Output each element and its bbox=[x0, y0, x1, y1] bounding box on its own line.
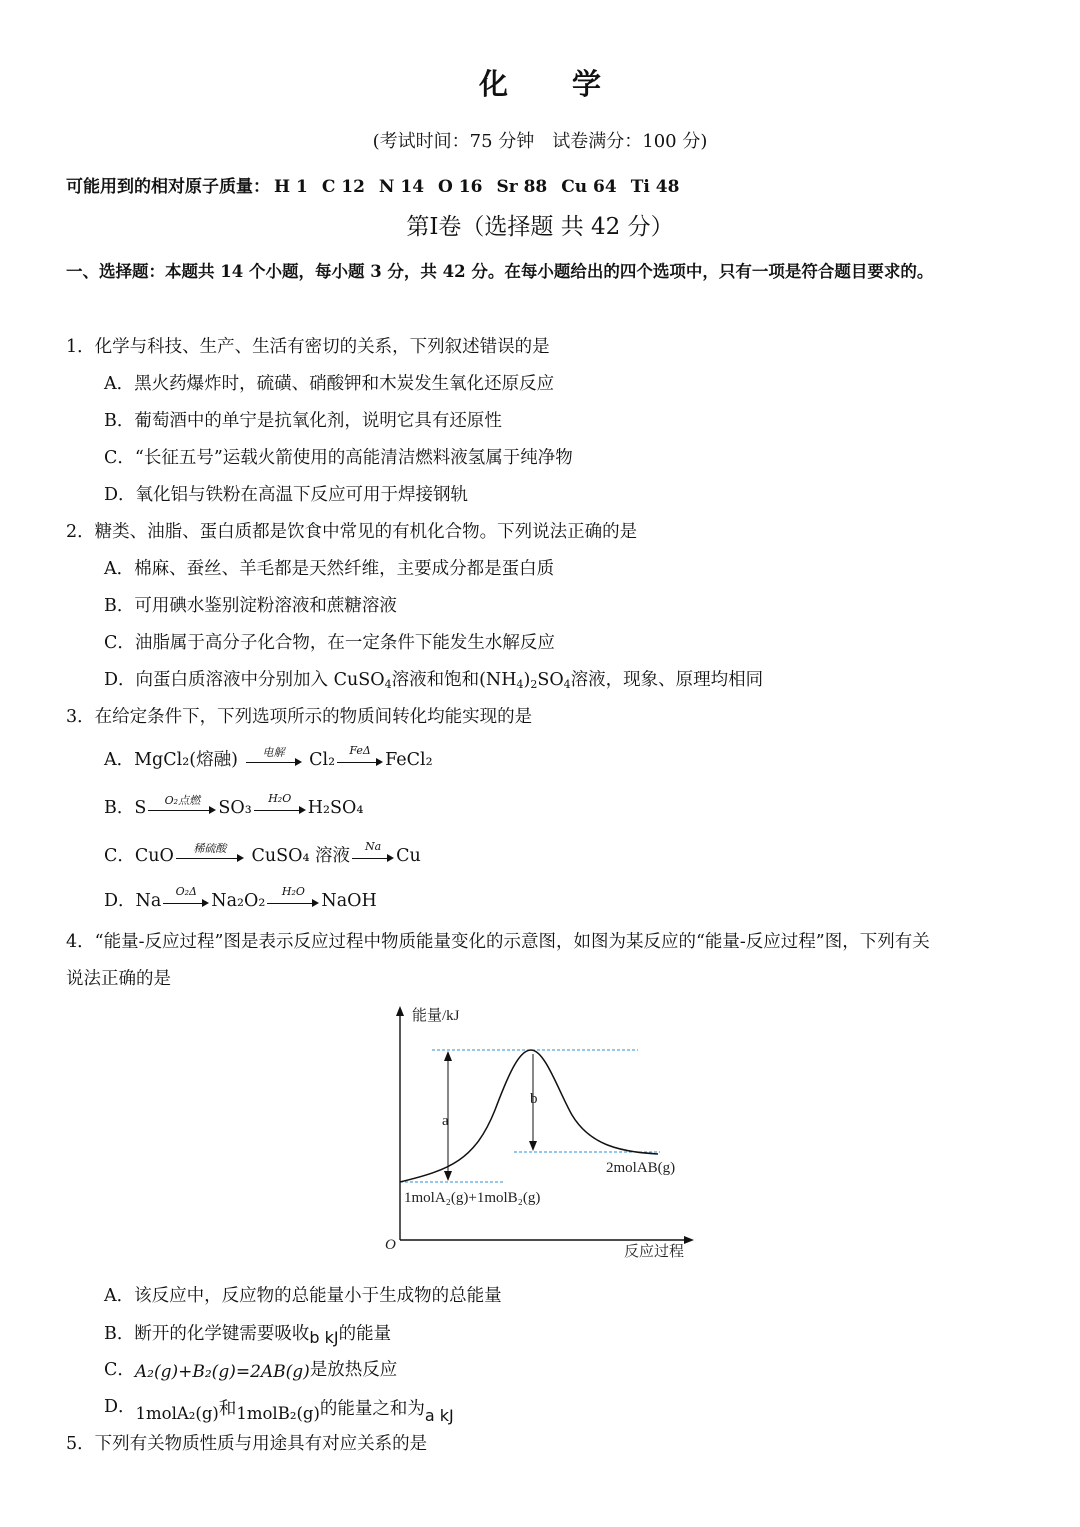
x-axis-arrowhead bbox=[684, 1236, 694, 1244]
reactant: Na bbox=[135, 891, 162, 911]
question-3-stem: 3．在给定条件下，下列选项所示的物质间转化均能实现的是 bbox=[66, 707, 533, 727]
mass-item: Cu 64 bbox=[561, 177, 617, 197]
mass-item: H 1 bbox=[274, 177, 308, 197]
origin-label: O bbox=[385, 1237, 396, 1253]
energy-value: a kJ bbox=[424, 1406, 454, 1425]
question-4-stem: 4．“能量-反应过程”图是表示反应过程中物质能量变化的示意图，如图为某反应的“能量-反应过程”图，下列有关 bbox=[66, 932, 930, 952]
option-text: 溶液和饱和(NH bbox=[391, 670, 517, 690]
arrow-condition: FeΔ bbox=[349, 743, 371, 757]
option-text: 和 bbox=[218, 1399, 237, 1419]
question-3-option-d bbox=[104, 884, 377, 912]
question-2-option-c: C．油脂属于高分子化合物，在一定条件下能发生水解反应 bbox=[104, 633, 555, 653]
reactant: S bbox=[134, 798, 147, 818]
option-text: B．断开的化学键需要吸收 bbox=[104, 1324, 310, 1344]
energy-diagram bbox=[380, 1000, 700, 1268]
arrow-condition: O₂点燃 bbox=[164, 793, 201, 807]
mass-item: Sr 88 bbox=[496, 177, 548, 197]
energy-value: b kJ bbox=[309, 1328, 339, 1347]
option-text: 溶液，现象、原理均相同 bbox=[570, 670, 764, 690]
arrow-a-head-bottom bbox=[444, 1171, 452, 1181]
option-text: 的能量 bbox=[338, 1324, 392, 1344]
question-1-option-a: A．黑火药爆炸时，硫磺、硝酸钾和木炭发生氧化还原反应 bbox=[104, 374, 555, 394]
option-label: C． bbox=[104, 846, 135, 866]
question-2-option-b: B．可用碘水鉴别淀粉溶液和蔗糖溶液 bbox=[104, 596, 397, 616]
option-text: 是放热反应 bbox=[309, 1360, 398, 1380]
exam-info: (考试时间：75 分钟 试卷满分：100 分) bbox=[372, 131, 708, 152]
reaction-arrow bbox=[267, 884, 319, 909]
reactant-b: 1molB₂(g) bbox=[236, 1404, 320, 1423]
reaction-arrow bbox=[337, 743, 383, 768]
energy-diagram-svg bbox=[380, 1000, 700, 1268]
question-4-option-a: A．该反应中，反应物的总能量小于生成物的总能量 bbox=[104, 1286, 502, 1306]
question-2-stem: 2．糖类、油脂、蛋白质都是饮食中常见的有机化合物。下列说法正确的是 bbox=[66, 522, 638, 542]
question-4-option-c bbox=[104, 1356, 397, 1381]
option-text: ) bbox=[523, 670, 531, 690]
product: H₂SO₄ bbox=[307, 798, 364, 818]
intermediate: Cl₂ bbox=[309, 750, 336, 770]
reaction-arrow bbox=[148, 793, 216, 816]
section-instructions: 一、选择题：本题共 14 个小题，每小题 3 分，共 42 分。在每小题给出的四个选项中，只有一项是符合题目要求的。 bbox=[66, 262, 934, 281]
question-4-option-d bbox=[104, 1393, 454, 1425]
title-char-2: 学 bbox=[572, 67, 602, 101]
question-3-option-a bbox=[104, 743, 433, 771]
question-4-option-b bbox=[104, 1320, 391, 1345]
arrow-b-head bbox=[529, 1141, 537, 1151]
arrow-condition: O₂Δ bbox=[175, 884, 197, 898]
product-label: 2molAB(g) bbox=[606, 1160, 676, 1176]
x-axis-label: 反应过程 bbox=[624, 1244, 685, 1260]
intermediate: Na₂O₂ bbox=[211, 891, 266, 911]
y-axis-arrowhead bbox=[396, 1006, 404, 1016]
arrow-condition: Na bbox=[364, 839, 382, 853]
product: Cu bbox=[396, 846, 421, 866]
arrow-condition: 电解 bbox=[262, 745, 285, 759]
page-title bbox=[0, 62, 1080, 103]
question-4-stem-continued: 说法正确的是 bbox=[66, 969, 171, 989]
reaction-arrow bbox=[254, 791, 306, 816]
mass-item: N 14 bbox=[378, 177, 425, 197]
label-a: a bbox=[442, 1113, 449, 1129]
arrow-condition: 稀硫酸 bbox=[193, 841, 227, 855]
atomic-masses bbox=[66, 172, 693, 197]
label-b: b bbox=[530, 1091, 538, 1107]
reaction-arrow bbox=[163, 884, 209, 909]
question-1-option-c: C．“长征五号”运载火箭使用的高能清洁燃料液氢属于纯净物 bbox=[104, 448, 573, 468]
option-label: B． bbox=[104, 798, 135, 818]
option-label: D． bbox=[104, 891, 136, 911]
atomic-masses-label: 可能用到的相对原子质量： bbox=[66, 177, 270, 197]
question-3-option-b bbox=[104, 791, 364, 819]
question-1-stem: 1．化学与科技、生产、生活有密切的关系，下列叙述错误的是 bbox=[66, 337, 550, 357]
question-1-option-b: B．葡萄酒中的单宁是抗氧化剂，说明它具有还原性 bbox=[104, 411, 502, 431]
option-text: SO bbox=[537, 670, 564, 690]
arrow-a-head-top bbox=[444, 1051, 452, 1061]
question-3-option-c bbox=[104, 839, 421, 867]
y-axis-label: 能量/kJ bbox=[412, 1008, 460, 1024]
option-label: D． bbox=[104, 1397, 136, 1417]
option-text: D．向蛋白质溶液中分别加入 CuSO bbox=[104, 670, 385, 690]
reactant-a: 1molA₂(g) bbox=[135, 1404, 219, 1423]
reaction-arrow bbox=[246, 745, 302, 768]
arrow-condition: H₂O bbox=[268, 791, 292, 805]
intermediate: SO₃ bbox=[218, 798, 252, 818]
arrow-condition: H₂O bbox=[281, 884, 305, 898]
product: FeCl₂ bbox=[385, 750, 433, 770]
mass-item: Ti 48 bbox=[630, 177, 680, 197]
question-1-option-d: D．氧化铝与铁粉在高温下反应可用于焊接钢轨 bbox=[104, 485, 469, 505]
mass-item: O 16 bbox=[438, 177, 483, 197]
reaction-arrow bbox=[352, 839, 394, 864]
intermediate: CuSO₄ 溶液 bbox=[251, 846, 351, 866]
reactant: CuO bbox=[134, 846, 174, 866]
question-2-option-a: A．棉麻、蚕丝、羊毛都是天然纤维，主要成分都是蛋白质 bbox=[104, 559, 555, 579]
mass-item: C 12 bbox=[321, 177, 365, 197]
reactant-label: 1molA₂(g)+1molB₂(g) bbox=[404, 1190, 541, 1206]
title-char-1: 化 bbox=[478, 67, 508, 101]
product: NaOH bbox=[321, 891, 377, 911]
reaction-arrow bbox=[176, 841, 244, 864]
question-5-stem: 5．下列有关物质性质与用途具有对应关系的是 bbox=[66, 1434, 428, 1454]
question-2-option-d: D．向蛋白质溶液中分别加入 CuSO$_4$溶液和饱和$(NH_4)_2SO_4$溶液，现象、原理均相同 bbox=[104, 670, 764, 691]
reaction-equation: A₂(g)+B₂(g)=2AB(g) bbox=[134, 1362, 310, 1382]
option-text: 的能量之和为 bbox=[319, 1399, 425, 1419]
option-label: A． bbox=[104, 750, 135, 770]
reactant: MgCl₂(熔融) bbox=[134, 750, 238, 770]
option-label: C． bbox=[104, 1360, 135, 1380]
section-title: 第Ⅰ卷（选择题 共 42 分） bbox=[406, 214, 674, 240]
